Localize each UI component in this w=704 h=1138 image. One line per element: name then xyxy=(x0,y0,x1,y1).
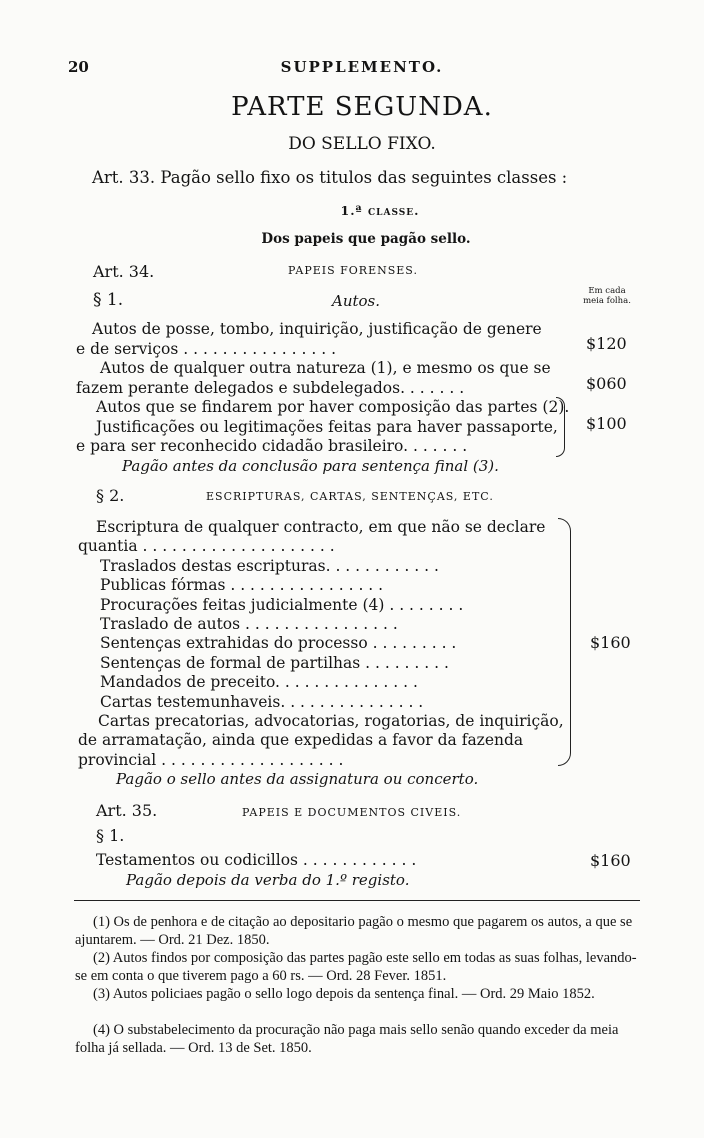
par3-note: Pagão depois da verba do 1.º registo. xyxy=(126,871,410,889)
class-subtitle: Dos papeis que pagão sello. xyxy=(261,231,471,247)
footnote-separator xyxy=(74,900,640,901)
class-heading: 1.ª classe. xyxy=(340,203,420,218)
par2-line: Traslados destas escripturas. . . . . . . . . . . . xyxy=(100,556,439,575)
par2-line: Cartas precatorias, advocatorias, rogatorias, de inquirição, xyxy=(98,712,564,730)
running-title: SUPPLEMENTO. xyxy=(280,58,444,76)
par3-label: § 1. xyxy=(96,826,125,845)
par2-price: $160 xyxy=(590,633,631,652)
section-title: DO SELLO FIXO. xyxy=(288,134,436,154)
par1-line: Autos que se findarem por haver composição das partes (2). xyxy=(96,398,570,416)
par2-line: Publicas fórmas . . . . . . . . . . . . . . . . xyxy=(100,576,384,595)
par1-price-1: $120 xyxy=(586,334,627,353)
par1-line: e de serviços . . . . . . . . . . . . . . . . xyxy=(76,339,337,358)
par3-line: Testamentos ou codicillos . . . . . . . . . . . . xyxy=(96,851,417,869)
par2-heading: ESCRIPTURAS, CARTAS, SENTENÇAS, ETC. xyxy=(206,490,494,503)
par1-heading: Autos. xyxy=(332,292,381,310)
column-note-line1: Em cada xyxy=(588,286,626,296)
par2-line: Procurações feitas judicialmente (4) . . . . . . . . xyxy=(100,595,464,614)
par1-line: Justificações ou legitimações feitas para haver passaporte, xyxy=(96,417,558,436)
par1-note: Pagão antes da conclusão para sentença final (3). xyxy=(122,457,499,475)
par1-price-3: $100 xyxy=(586,414,627,433)
par2-line: quantia . . . . . . . . . . . . . . . . . . . . xyxy=(78,537,335,556)
par1-line: e para ser reconhecido cidadão brasileiro. . . . . . . xyxy=(76,437,468,455)
par1-line: fazem perante delegados e subdelegados. . . . . . . xyxy=(76,378,465,397)
par2-line: Sentenças de formal de partilhas . . . . . . . . . xyxy=(100,653,449,672)
par1-line: Autos de posse, tombo, inquirição, justificação de genere xyxy=(92,320,542,338)
art34-label: Art. 34. xyxy=(93,262,155,281)
column-note xyxy=(572,286,642,306)
part-title: PARTE SEGUNDA. xyxy=(231,92,493,122)
par2-line: Cartas testemunhaveis. . . . . . . . . . . . . . . xyxy=(100,692,424,711)
art35-heading: PAPEIS E DOCUMENTOS CIVEIS. xyxy=(242,806,462,819)
art35-label: Art. 35. xyxy=(96,801,158,820)
par2-line: Traslado de autos . . . . . . . . . . . . . . . . xyxy=(100,615,398,633)
par2-line: Sentenças extrahidas do processo . . . . . . . . . xyxy=(100,634,457,653)
par1-price-2: $060 xyxy=(586,374,627,393)
par2-brace xyxy=(558,518,571,766)
par1-brace xyxy=(556,397,565,457)
par1-label: § 1. xyxy=(93,290,124,310)
page-number: 20 xyxy=(68,58,89,76)
par2-line: de arramatação, ainda que expedidas a favor da fazenda xyxy=(78,731,524,750)
art34-heading: PAPEIS FORENSES. xyxy=(288,264,418,277)
par2-line: Escriptura de qualquer contracto, em que não se declare xyxy=(96,518,546,536)
footnote-2: (2) Autos findos por composição das partes pagão este sello em todas as suas folhas, levando-se em conta o que tiverem pago a 60 rs. — Ord. 28 Fever. 1851. xyxy=(75,950,637,984)
par2-label: § 2. xyxy=(96,486,125,505)
column-note-line2: meia folha. xyxy=(583,296,631,306)
par2-note: Pagão o sello antes da assignatura ou concerto. xyxy=(116,770,479,788)
par1-line: Autos de qualquer outra natureza (1), e mesmo os que se xyxy=(100,359,551,377)
footnote-3: (3) Autos policiaes pagão o sello logo depois da sentença final. — Ord. 29 Maio 1852. xyxy=(93,986,595,1002)
footnote-1: (1) Os de penhora e de citação ao depositario pagão o mesmo que pagarem os autos, a que se ajuntarem. — Ord. 21 Dez. 1850. xyxy=(75,914,633,948)
art33-text: Art. 33. Pagão sello fixo os titulos das seguintes classes : xyxy=(92,168,568,187)
footnote-4: (4) O substabelecimento da procuração não paga mais sello senão quando exceder da meia folha já sellada. — Ord. 13 de Set. 1850. xyxy=(75,1022,619,1056)
par2-line: Mandados de preceito. . . . . . . . . . . . . . . xyxy=(100,673,418,692)
par2-line: provincial . . . . . . . . . . . . . . . . . . . xyxy=(78,750,344,769)
par3-price: $160 xyxy=(590,851,631,870)
